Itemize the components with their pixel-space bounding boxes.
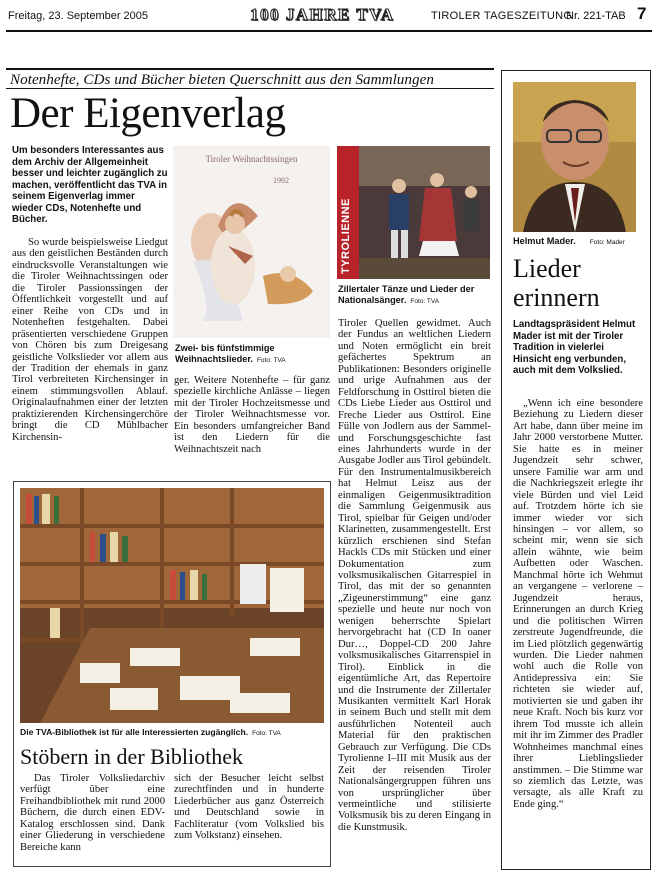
sidebar-lead: Landtagspräsident Helmut Mader ist mit der Tiroler Tradition in vielerlei Hinsicht eng verbunden, auch mit dem Volkslied. [513, 319, 636, 376]
library-shelves-illustration [20, 488, 324, 723]
portrait-illustration [513, 82, 636, 232]
article-column-2-text: ger. Weitere Notenhefte – für ganz spezielle kirchliche Anlässe – liegen mit der Tiroler Hochzeitsmesse und der Tiroler Weihnachtsmesse vor. Ein besonders umfangreicher Band ist den Liedern für die Weihnachtszeit nach [174, 375, 330, 455]
masthead-rule [6, 30, 652, 32]
page-number: 7 [637, 4, 647, 23]
cover-title-vertical: TYROLIENNE [340, 198, 352, 274]
cover-year: 1992 [273, 176, 289, 185]
photo2-caption [338, 284, 490, 307]
article-column-1-text: So wurde beispielsweise Liedgut aus den geistlichen Beständen durch eindrucksvolle Veranstaltungen wie die Tiroler Weihnachtssingen oder die Tiroler Passionssingen der Öffentlichkeit vorgestellt und auf einer Reihe von CDs und in Notenheften festgehalten. Dabei präsentierten verschiedene Gruppen von Chören bis zum Dreigesang geistliche Volkslieder vor allem aus der Tradition der ehemals in ganz Tirol verbreiteten Kirchensinger in einem stimmungsvollen Ablauf. Originalaufnahmen einer der letzten praktizierenden Kirchensingerchöre bringt die CD Mühlbacher Kirchensin- [12, 237, 168, 443]
article-column-2 [174, 375, 330, 455]
photo2-credit: Foto: TVA [410, 298, 440, 305]
library-column-2 [174, 773, 324, 842]
article-column-3-text: Tiroler Quellen gewidmet. Auch der Fundus an weltlichen Liedern und Noten ermöglicht ein breit gefächertes Spektrum an Publikationen: Besonders originelle und urige Aufnahmen aus der Feldforschung in Osttirol bieten die CDs Liebe Lieder aus Osttirol und Freche Lieder aus Osttirol. Eine Fülle von Jodlern aus der Sammel- und Forschungsgeschichte fast eines Jahrhunderts wurde in der Ausgabe Jodler aus Tirol gebündelt. Für den Instrumentalmusikbereich hat Helmut Leisz aus der einmaligen Geigenmusiktradition die Sammlung Geigenmusik aus Tirol, spielbar für Geigen und/oder Klarinetten, zusammengestellt. Erst kürzlich erschienen sind Stefan Hackls CDs mit Stücken und einer Dokumentation zum volksmusikalischen Gitarrespiel in Tirol, das mit der so genannten „Zigeunerstimmung“ eine ganz spezielle und heute nur noch von wenigen beherrschte Spielart hervorgebracht hat (CD In oaner Dur…, Doppel-CD 200 Jahre volksmusikalisches Gitarrenspiel in Tirol). Einblick in die eigentümliche Art, das Repertoire und die Instrumente der Zillertaler Musikanten vermittelt Karl Horak in seinem Buch und stellt mit dem ausführlichen Notenteil auch Material für den praktischen Gebrauch zur Verfügung. Die CDs Tyrolienne I–III mit Musik aus der Zeit der reisenden Tiroler Nationalsängergruppen führen uns von ursprünglicher über vermeintliche und stilisierte Volksmusik bis zu deren Eingang in die Kunstmusik. [338, 318, 491, 833]
photo-helmut-mader [513, 82, 636, 232]
photo2-caption-text: Zillertaler Tänze und Lieder der Nationalsänger. [338, 284, 475, 305]
photo1-caption [175, 343, 328, 366]
photo-library [20, 488, 324, 723]
library-column-1-text: Das Tiroler Volksliedarchiv verfügt über eine Freihandbibliothek mit rund 2000 Büchern, die durch einen EDV-Katalog erschlossen sind. Dank einer Gliederung in verschiedene Bereiche kann [20, 773, 165, 853]
masthead-section: 100 JAHRE TVA [250, 5, 395, 24]
photo-weihnachtssingen [173, 146, 330, 338]
photo1-credit: Foto: TVA [256, 357, 286, 364]
sidebar-headline-line2: erinnern [513, 283, 600, 312]
sidebar-body [513, 398, 643, 810]
article-column-1 [12, 237, 168, 443]
sidebar-headline [513, 254, 600, 312]
masthead-date: Freitag, 23. September 2005 [8, 10, 149, 22]
kicker-rule [6, 88, 494, 89]
kicker: Notenhefte, CDs und Bücher bieten Querschnitt aus den Sammlungen [10, 71, 434, 88]
masthead-issue: Nr. 221-TAB [566, 10, 626, 22]
library-headline: Stöbern in der Bibliothek [20, 744, 244, 769]
library-column-1 [20, 773, 165, 853]
photo3-caption [20, 727, 324, 739]
article-column-3 [338, 318, 491, 833]
portrait-caption-text: Helmut Mader. [513, 236, 576, 246]
angel-figure-illustration [173, 146, 330, 338]
masthead-paper: TIROLER TAGESZEITUNG [431, 10, 573, 22]
portrait-credit: Foto: Mader [589, 239, 625, 246]
portrait-caption [513, 236, 643, 248]
headline: Der Eigenverlag [10, 90, 286, 137]
sidebar-body-text: „Wenn ich eine besondere Beziehung zu Liedern dieser Art habe, dann über meine im Jahr 2000 verstorbene Mutter. Sie hatte es in meiner Jugendzeit sehr schwer, unsere Familie war arm und die Nachkriegszeit erlegte ihr viele Bürden und viel Leid auf. Trotzdem hörte ich sie immer wieder vor sich hinsingen – vor allem, so scheint mir, wenn sie sich allein wähnte, wie beim Aufbetten oder Waschen. Manchmal hörte ich Wehmut an vergangene – verlorene – Jugendzeit heraus, Erinnerungen an durch Krieg und die politischen Wirren zerstreute Jugendfreunde, die im Lied plötzlich gegenwärtig wurden. Die Lieder nahmen wohl auch die Rolle von Antidepressiva ein: Sie richteten sie wieder auf, motivierten sie und gaben ihr neue Kraft. Noch bis kurz vor ihrem Tod musste ich allein mit ihr im Zimmer des Pradler Wohnheimes manchmal eines ihrer Lieblingslieder anstimmen. – Die Stimme war so ziemlich das Letzte, was versagte, als alle Kraft zu Ende ging.“ [513, 398, 643, 810]
photo3-credit: Foto: TVA [252, 730, 281, 737]
cover-title: Tiroler Weihnachtssingen [205, 154, 298, 164]
library-column-2-text: sich der Besucher leicht selbst zurechtfinden und in hunderte Liederbücher aus ganz Österreich und Deutschland sowie in Fachliteratur (vom Volkslied bis zum Volkstanz) einsehen. [174, 773, 324, 842]
photo3-caption-text: Die TVA-Bibliothek ist für alle Interessierten zugänglich. [20, 727, 249, 737]
photo-tyrolienne [337, 146, 490, 279]
dancers-illustration [359, 146, 490, 279]
photo1-caption-text: Zwei- bis fünfstimmige Weihnachtslieder. [175, 343, 275, 364]
sidebar-headline-line1: Lieder [513, 254, 581, 283]
article-lead: Um besonders Interessantes aus dem Archiv der Allgemeinheit besser und leichter zugänglich zu machen, veröffentlicht das TVA in seinem Eigenverlag immer wieder CDs, Notenhefte und Bücher. [12, 145, 168, 225]
